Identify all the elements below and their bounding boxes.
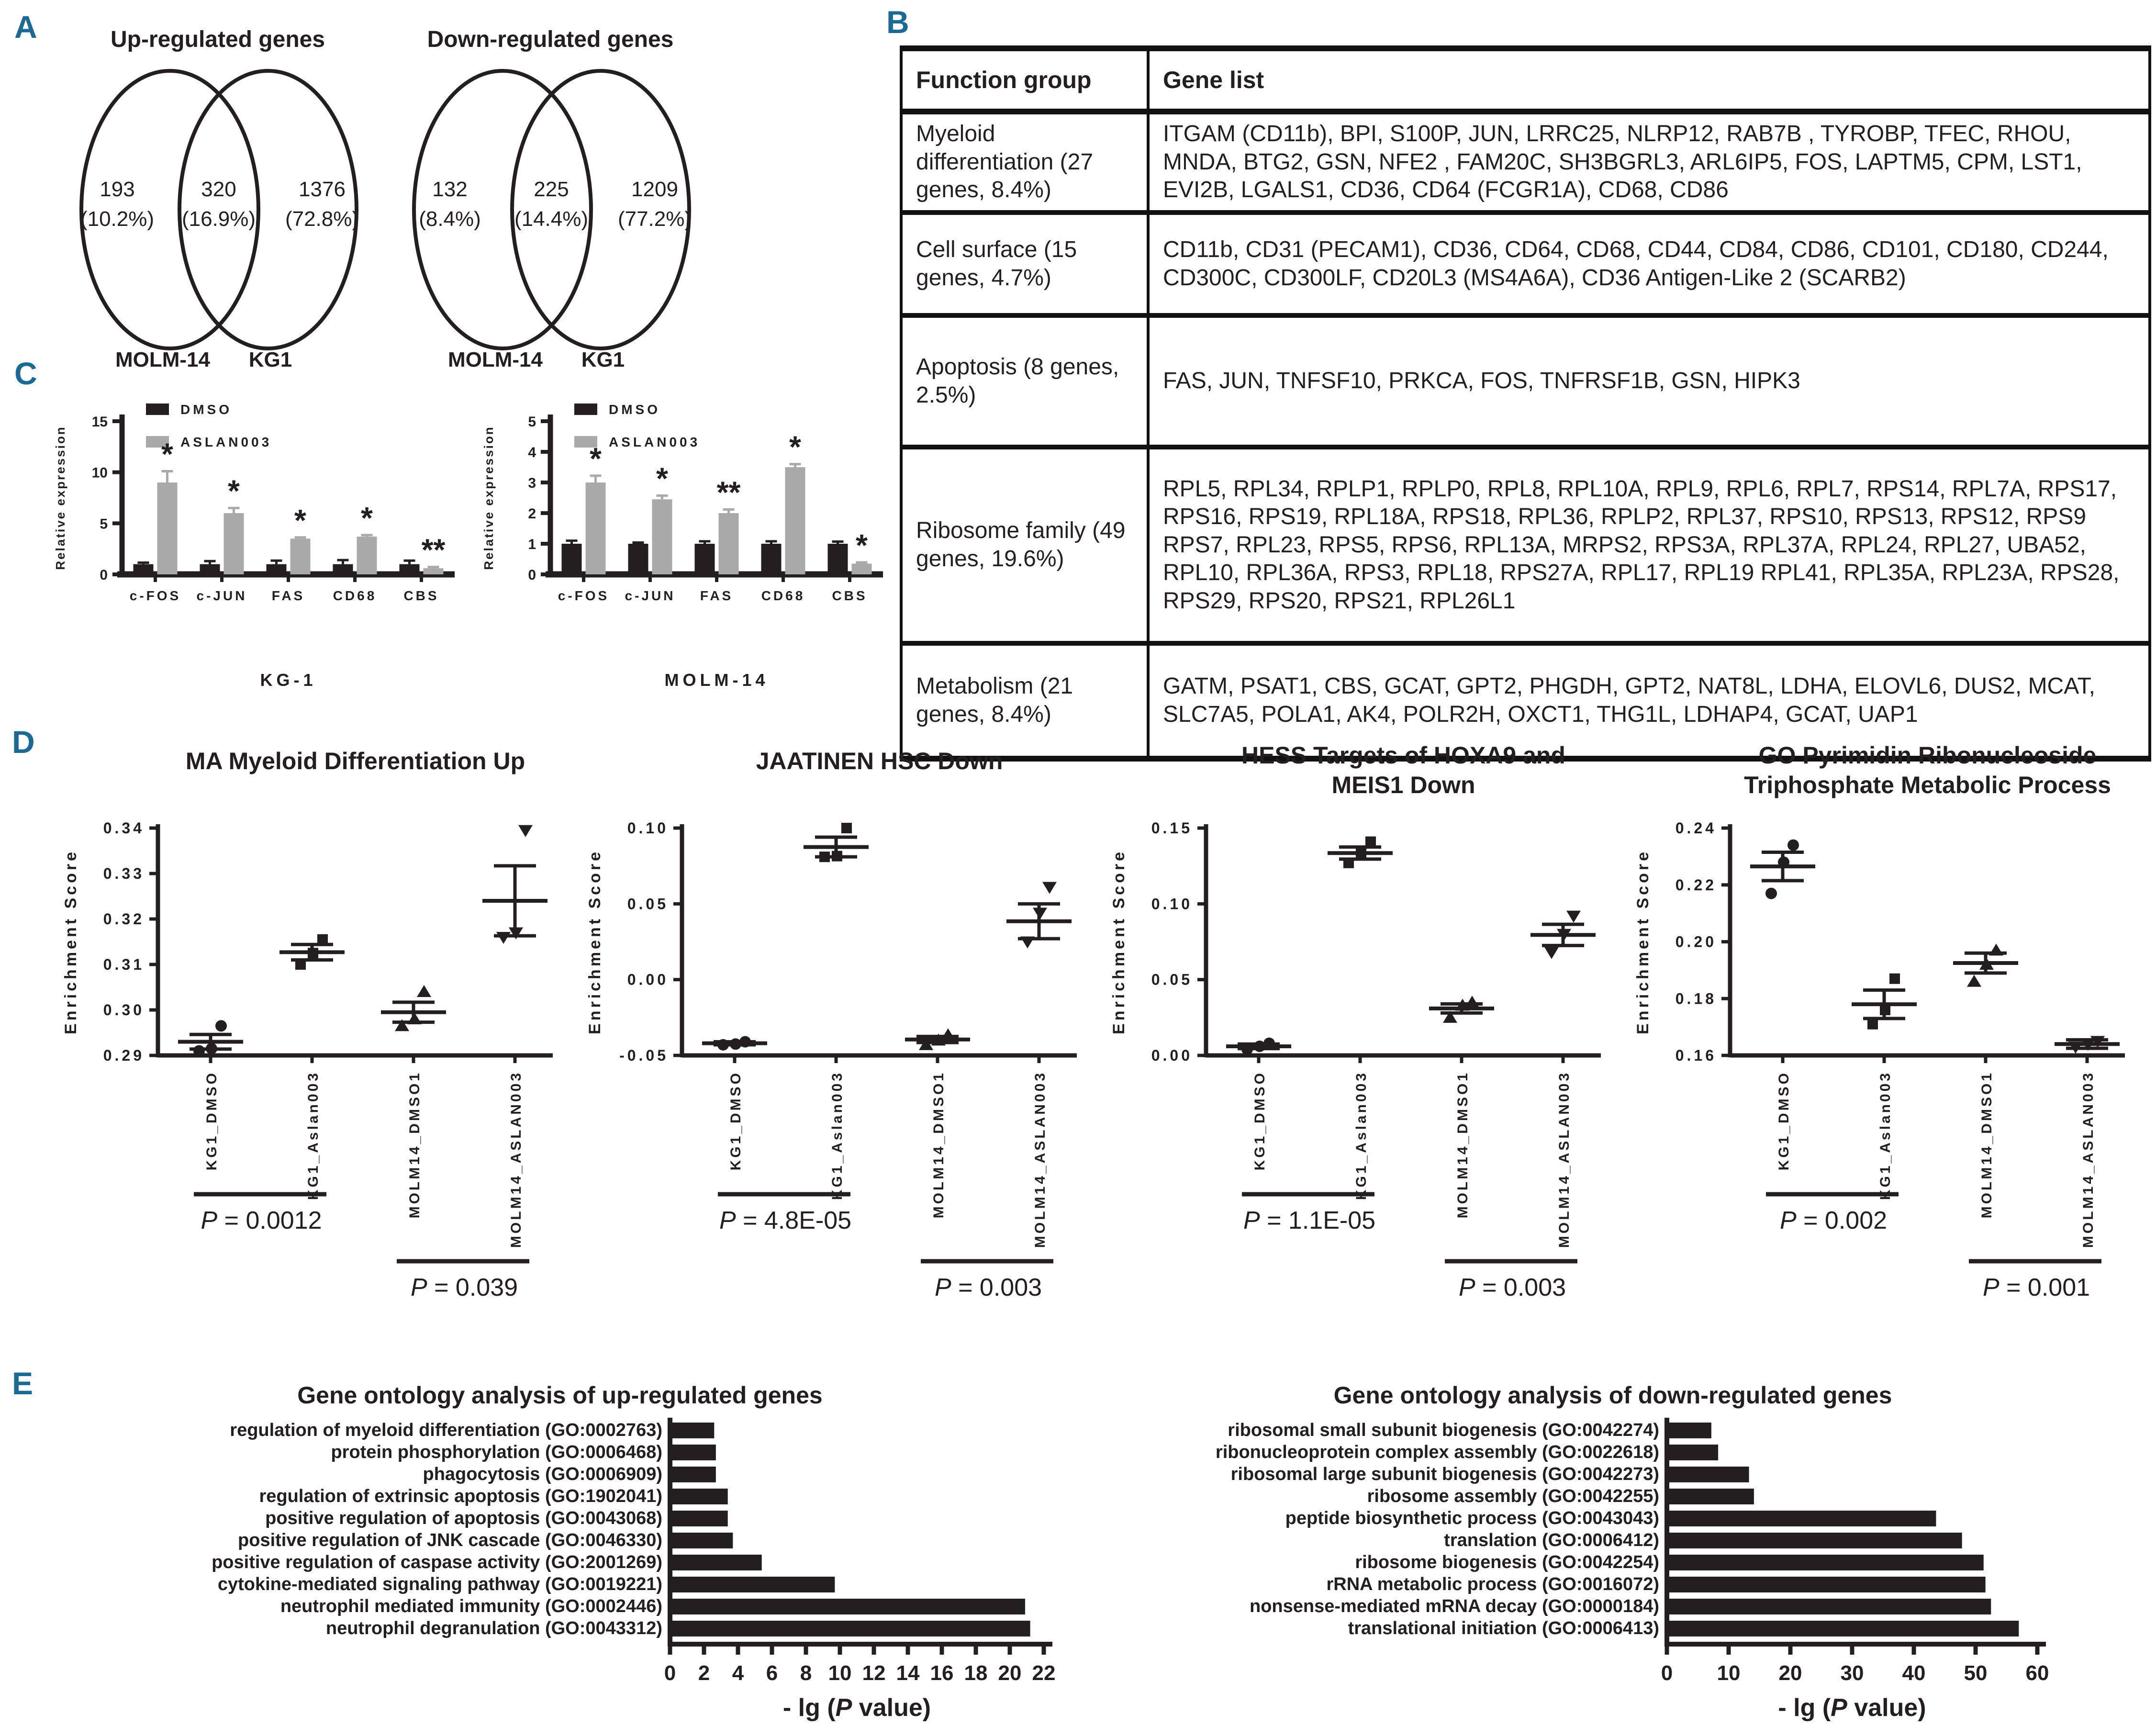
venn-down-regulated: [378, 24, 737, 372]
x-tick-label: c-FOS: [129, 588, 181, 603]
x-category-label: KG1_Aslan003: [829, 1071, 845, 1200]
x-tick-label: 30: [1840, 1661, 1864, 1685]
x-tick-label: 18: [964, 1661, 988, 1685]
data-point-square: [1343, 858, 1354, 868]
category-label: ribosomal small subunit biogenesis (GO:0042274): [1228, 1420, 1659, 1440]
venn-left-pct: (10.2%): [80, 207, 155, 231]
bar: [628, 544, 648, 574]
x-tick-label: 14: [896, 1661, 920, 1685]
legend-label: DMSO: [609, 402, 660, 417]
p-value: P = 0.039: [410, 1274, 518, 1301]
chart-title: MA Myeloid Differentiation Up: [185, 748, 525, 774]
data-point-square: [832, 851, 842, 862]
x-tick-label: FAS: [271, 588, 305, 603]
y-tick-label: 3: [528, 475, 536, 491]
x-tick-label: 60: [2025, 1661, 2049, 1685]
chart-title: HESS Targets of HOXA9 and: [1241, 742, 1565, 769]
legend-label: ASLAN003: [180, 435, 272, 449]
bar: [670, 1445, 716, 1460]
data-point-triangle-down: [496, 932, 511, 944]
table-header-row: [901, 48, 2150, 112]
data-point-triangle-up: [1465, 996, 1479, 1008]
x-category-label: MOLM14_DMSO1: [1979, 1071, 1995, 1219]
col-header-function-group: Function group: [901, 48, 1148, 112]
venn-left-set-label: MOLM-14: [115, 348, 210, 371]
x-tick-label: 0: [1661, 1661, 1673, 1685]
x-category-label: KG1_DMSO: [1252, 1071, 1268, 1171]
x-tick-label: 2: [698, 1661, 710, 1685]
data-point-circle: [1765, 888, 1777, 899]
category-label: regulation of myeloid differentiation (GO:0002763): [230, 1420, 662, 1440]
x-category-label: MOLM14_ASLAN003: [1556, 1071, 1572, 1248]
p-value: P = 0.003: [934, 1274, 1042, 1301]
p-value: P = 0.0012: [201, 1207, 322, 1234]
legend-label: DMSO: [180, 402, 232, 417]
data-point-square: [841, 823, 852, 833]
data-point-triangle-down: [1544, 947, 1559, 959]
bar: [828, 544, 848, 574]
p-value: P = 1.1E-05: [1243, 1207, 1376, 1234]
gene-list-cell: CD11b, CD31 (PECAM1), CD36, CD64, CD68, CD44, CD84, CD86, CD101, CD180, CD244, CD300C, CD300LF, CD20L3 (MS4A6A), CD36 Antigen-Like 2 (SCARB2): [1148, 213, 2150, 315]
data-point-circle: [1787, 840, 1799, 851]
x-tick-label: c-JUN: [196, 588, 247, 603]
table-row: [901, 112, 2150, 213]
category-label: nonsense-mediated mRNA decay (GO:0000184): [1249, 1596, 1659, 1616]
chart-title: MEIS1 Down: [1331, 772, 1475, 798]
chart-qpcr-kg1: [26, 376, 457, 711]
bar: [224, 513, 244, 574]
y-tick-label: 0.05: [1151, 971, 1193, 988]
x-category-label: MOLM14_ASLAN003: [508, 1071, 524, 1248]
y-axis-label: Relative expression: [53, 426, 67, 570]
data-point-square: [295, 959, 306, 970]
bar: [562, 544, 582, 574]
chart-go-down: [1115, 1379, 2156, 1726]
function-group-cell: Metabolism (21 genes, 8.4%): [901, 643, 1148, 759]
bar: [670, 1467, 716, 1482]
y-tick-label: 0.33: [103, 865, 145, 882]
x-tick-label: 8: [800, 1661, 812, 1685]
bar: [1667, 1533, 1962, 1548]
x-axis-label: - lg (P value): [1778, 1694, 1926, 1722]
x-tick-label: 16: [930, 1661, 954, 1685]
data-point-square: [308, 948, 318, 958]
x-tick-label: 0: [664, 1661, 676, 1685]
data-point-circle: [1241, 1043, 1253, 1055]
y-tick-label: 0.00: [627, 971, 669, 988]
y-tick-label: 0.30: [103, 1001, 145, 1019]
venn-center-count: 320: [201, 178, 236, 201]
data-point-circle: [215, 1020, 227, 1031]
category-label: peptide biosynthetic process (GO:0043043): [1285, 1508, 1659, 1528]
bar: [1667, 1511, 1936, 1526]
category-label: ribosome biogenesis (GO:0042254): [1355, 1552, 1659, 1572]
chart-gsea-ma-myeloid: [45, 740, 565, 1362]
venn-title: Up-regulated genes: [110, 27, 325, 52]
venn-left-set-label: MOLM-14: [448, 348, 543, 371]
x-tick-label: CD68: [761, 588, 805, 603]
x-category-label: MOLM14_ASLAN003: [1032, 1071, 1048, 1248]
category-label: translation (GO:0006412): [1444, 1530, 1659, 1550]
venn-right-set-label: KG1: [248, 348, 292, 371]
x-tick-label: 20: [1778, 1661, 1802, 1685]
category-label: phagocytosis (GO:0006909): [423, 1464, 662, 1484]
gene-list-cell: FAS, JUN, TNFSF10, PRKCA, FOS, TNFRSF1B, GSN, HIPK3: [1148, 315, 2150, 447]
data-point-square: [819, 852, 830, 862]
data-point-circle: [206, 1043, 217, 1054]
panel-e-label: E: [12, 1366, 34, 1401]
p-value: P = 4.8E-05: [719, 1207, 852, 1234]
y-tick-label: 5: [528, 414, 536, 430]
p-value: P = 0.002: [1779, 1207, 1888, 1234]
category-label: translational initiation (GO:0006413): [1348, 1618, 1659, 1638]
function-group-cell: Myeloid differentiation (27 genes, 8.4%): [901, 112, 1148, 213]
x-category-label: KG1_DMSO: [204, 1071, 220, 1171]
y-tick-label: 0: [528, 567, 536, 583]
data-point-triangle-up: [1989, 943, 2003, 955]
significance-star: *: [590, 441, 602, 476]
panel-c-label: C: [14, 356, 37, 391]
y-tick-label: 0.16: [1675, 1047, 1717, 1064]
venn-right-pct: (77.2%): [617, 207, 692, 231]
venn-left-count: 193: [100, 178, 135, 201]
chart-title: Gene ontology analysis of up-regulated genes: [297, 1382, 823, 1409]
gene-list-cell: RPL5, RPL34, RPLP1, RPLP0, RPL8, RPL10A, RPL9, RPL6, RPL7, RPS14, RPL7A, RPS17, RPS16, RPS19, RPL18A, RPS18, RPL36, RPLP2, RPL37, RPS10, RPS13, RPS12, RPS9 RPS7, RPL23, RPS5, RPS6, RPL13A, MRPS2, RPS3A, RPL37A, RPL24, RPL27, UBA52, RPL10, RPL36A, RPS3, RPL18, RPS27A, RPL17, RPL19 RPL41, RPL35A, RPL23A, RPS28, RPS29, RPS20, RPS21, RPL26L1: [1148, 447, 2150, 643]
y-tick-label: 0.24: [1675, 819, 1717, 837]
x-tick-label: c-JUN: [625, 588, 676, 603]
bar: [357, 537, 377, 574]
venn-right-pct: (72.8%): [285, 207, 359, 231]
bar: [1667, 1489, 1754, 1504]
y-tick-label: 0.22: [1675, 876, 1717, 894]
data-point-circle: [1263, 1038, 1275, 1049]
y-tick-label: 10: [91, 465, 108, 481]
y-tick-label: 1: [528, 537, 536, 552]
bar: [670, 1511, 728, 1526]
bar: [670, 1533, 733, 1548]
x-category-label: KG1_DMSO: [728, 1071, 744, 1171]
data-point-circle: [717, 1039, 729, 1051]
data-point-square: [1880, 1005, 1890, 1015]
bar: [1667, 1555, 1984, 1570]
y-tick-label: 2: [528, 506, 536, 522]
legend-swatch: [574, 403, 597, 415]
bar: [670, 1621, 1030, 1636]
data-point-square: [317, 934, 328, 945]
venn-right-count: 1209: [631, 178, 678, 201]
x-tick-label: 12: [862, 1661, 886, 1685]
chart-title: GO Pyrimidin Ribonucleoside: [1758, 742, 2097, 769]
y-tick-label: 0.10: [1151, 895, 1193, 913]
y-axis-label: Enrichment Score: [1110, 849, 1128, 1034]
bar: [1667, 1577, 1986, 1592]
significance-star: *: [161, 437, 173, 471]
chart-go-up: [29, 1379, 1110, 1726]
x-tick-label: CD68: [333, 588, 377, 603]
data-point-square: [1889, 974, 1900, 984]
x-tick-label: 10: [828, 1661, 852, 1685]
data-point-triangle-down: [1042, 882, 1057, 894]
x-tick-label: CBS: [403, 588, 439, 603]
bar: [586, 482, 606, 574]
bar: [670, 1599, 1025, 1614]
legend-swatch: [146, 403, 169, 415]
bar: [670, 1423, 714, 1438]
gene-list-cell: GATM, PSAT1, CBS, GCAT, GPT2, PHGDH, GPT2, NAT8L, LDHA, ELOVL6, DUS2, MCAT, SLC7A5, POLA1, AK4, POLR2H, OXCT1, THG1L, LDHAP4, GCAT, UAP1: [1148, 643, 2150, 759]
data-point-triangle-up: [417, 985, 431, 997]
data-point-circle: [730, 1038, 741, 1050]
data-point-triangle-down: [1033, 908, 1047, 919]
function-gene-table: [900, 45, 2151, 762]
data-point-circle: [1778, 856, 1789, 868]
x-tick-label: CBS: [832, 588, 868, 603]
venn-right-set-label: KG1: [581, 348, 625, 371]
y-axis-label: Enrichment Score: [586, 849, 604, 1034]
chart-gsea-go-pyrimidin: [1618, 740, 2137, 1362]
y-axis-label: Relative expression: [481, 426, 496, 570]
bar: [134, 564, 154, 574]
x-tick-label: 22: [1032, 1661, 1056, 1685]
y-tick-label: 5: [100, 516, 108, 532]
legend-label: ASLAN003: [609, 435, 701, 449]
x-tick-label: FAS: [700, 588, 734, 603]
p-value: P = 0.003: [1458, 1274, 1566, 1301]
bar: [670, 1577, 835, 1592]
x-tick-label: 10: [1717, 1661, 1741, 1685]
bar: [157, 482, 178, 574]
category-label: positive regulation of apoptosis (GO:0043068): [265, 1508, 662, 1528]
y-tick-label: 0.15: [1151, 819, 1193, 837]
venn-left-count: 132: [432, 178, 468, 201]
category-label: protein phosphorylation (GO:0006468): [331, 1442, 662, 1462]
y-tick-label: 0.29: [103, 1047, 145, 1064]
bar: [424, 568, 444, 574]
table-row: [901, 213, 2150, 315]
bar: [670, 1489, 728, 1504]
panel-d-label: D: [12, 724, 35, 760]
category-label: ribosomal large subunit biogenesis (GO:0042273): [1230, 1464, 1659, 1484]
x-tick-label: 20: [998, 1661, 1022, 1685]
venn-center-count: 225: [534, 178, 569, 201]
data-point-triangle-down: [1020, 937, 1035, 949]
data-point-square: [1365, 837, 1376, 847]
category-label: regulation of extrinsic apoptosis (GO:1902041): [259, 1486, 662, 1506]
x-category-label: MOLM14_DMSO1: [931, 1071, 947, 1219]
y-axis-label: Enrichment Score: [62, 849, 80, 1034]
y-axis-label: Enrichment Score: [1634, 849, 1652, 1034]
chart-gsea-jaatinen: [570, 740, 1089, 1362]
function-group-cell: Cell surface (15 genes, 4.7%): [901, 213, 1148, 315]
x-category-label: KG1_Aslan003: [1877, 1071, 1893, 1200]
x-tick-label: 4: [732, 1661, 744, 1685]
category-label: positive regulation of JNK cascade (GO:0046330): [238, 1530, 662, 1550]
chart-title: Gene ontology analysis of down-regulated genes: [1333, 1382, 1892, 1409]
bar: [267, 564, 287, 574]
significance-star: **: [716, 475, 741, 510]
data-point-circle: [193, 1045, 205, 1057]
venn-center-pct: (14.4%): [514, 207, 589, 231]
venn-right-count: 1376: [299, 178, 346, 201]
category-label: cytokine-mediated signaling pathway (GO:0019221): [217, 1574, 662, 1594]
bar: [695, 544, 715, 574]
x-category-label: MOLM14_ASLAN003: [2080, 1071, 2096, 1248]
significance-star: *: [228, 473, 240, 508]
y-tick-label: 0: [100, 567, 108, 583]
bar: [652, 499, 672, 574]
function-group-cell: Apoptosis (8 genes, 2.5%): [901, 315, 1148, 447]
significance-star: *: [656, 461, 668, 496]
y-tick-label: 0.18: [1675, 990, 1717, 1008]
bar: [333, 564, 353, 574]
y-tick-label: 0.10: [627, 819, 669, 837]
significance-star: *: [294, 503, 306, 538]
bar: [1667, 1423, 1711, 1438]
x-category-label: KG1_Aslan003: [1353, 1071, 1369, 1200]
y-tick-label: 0.05: [627, 895, 669, 913]
bar: [719, 513, 739, 574]
x-tick-label: 50: [1964, 1661, 1988, 1685]
y-tick-label: 0.32: [103, 910, 145, 928]
y-tick-label: 15: [91, 414, 108, 430]
category-label: positive regulation of caspase activity (GO:2001269): [212, 1552, 662, 1572]
panel-b-label: B: [886, 4, 909, 40]
y-tick-label: 0.31: [103, 956, 145, 973]
col-header-gene-list: Gene list: [1148, 48, 2150, 112]
table-row: [901, 447, 2150, 643]
significance-star: *: [361, 500, 373, 535]
category-label: ribosome assembly (GO:0042255): [1367, 1486, 1659, 1506]
bar: [785, 467, 805, 574]
category-label: neutrophil mediated immunity (GO:0002446): [280, 1596, 662, 1616]
panel-a-label: A: [14, 9, 37, 45]
category-label: neutrophil degranulation (GO:0043312): [325, 1618, 662, 1638]
x-tick-label: 6: [766, 1661, 778, 1685]
function-group-cell: Ribosome family (49 genes, 19.6%): [901, 447, 1148, 643]
x-axis-label: - lg (P value): [782, 1694, 931, 1722]
data-point-triangle-up: [941, 1028, 955, 1040]
chart-label: MOLM-14: [664, 670, 769, 690]
bar: [670, 1555, 762, 1570]
venn-center-pct: (16.9%): [181, 207, 256, 231]
x-tick-label: 40: [1902, 1661, 1926, 1685]
venn-title: Down-regulated genes: [427, 27, 674, 52]
chart-qpcr-molm14: [455, 376, 885, 711]
chart-label: KG-1: [260, 670, 317, 690]
chart-gsea-hess: [1094, 740, 1613, 1362]
bar: [290, 538, 311, 574]
chart-title: Triphosphate Metabolic Process: [1744, 772, 2111, 798]
table-row: [901, 315, 2150, 447]
x-category-label: KG1_DMSO: [1776, 1071, 1792, 1171]
data-point-triangle-up: [1967, 975, 1981, 987]
category-label: rRNA metabolic process (GO:0016072): [1326, 1574, 1659, 1594]
category-label: ribonucleoprotein complex assembly (GO:0022618): [1215, 1442, 1659, 1462]
x-category-label: MOLM14_DMSO1: [1455, 1071, 1471, 1219]
function-gene-table-wrap: [900, 45, 2151, 762]
y-tick-label: -0.05: [619, 1047, 669, 1064]
data-point-triangle-down: [509, 928, 523, 940]
y-tick-label: 0.20: [1675, 933, 1717, 951]
gene-list-cell: ITGAM (CD11b), BPI, S100P, JUN, LRRC25, NLRP12, RAB7B , TYROBP, TFEC, RHOU, MNDA, BTG2, GSN, NFE2 , FAM20C, SH3BGRL3, ARL6IP5, FOS, LAPTM5, CPM, LST1, EVI2B, LGALS1, CD36, CD64 (FCGR1A), CD68, CD86: [1148, 112, 2150, 213]
significance-star: *: [856, 528, 868, 563]
y-tick-label: 4: [528, 445, 536, 460]
bar: [1667, 1445, 1718, 1460]
bar: [1667, 1621, 2019, 1636]
y-tick-label: 0.34: [103, 819, 145, 837]
x-category-label: MOLM14_DMSO1: [407, 1071, 423, 1219]
data-point-square: [1356, 849, 1366, 859]
data-point-square: [1867, 1019, 1878, 1030]
y-tick-label: 0.00: [1151, 1047, 1193, 1064]
venn-up-regulated: [45, 24, 404, 372]
bar: [1667, 1467, 1749, 1482]
bar: [761, 544, 782, 574]
bar: [852, 564, 872, 574]
chart-title: JAATINEN HSC Down: [756, 748, 1003, 774]
data-point-circle: [739, 1036, 751, 1048]
bar: [1667, 1599, 1991, 1614]
significance-star: **: [421, 532, 446, 567]
bar: [200, 564, 220, 574]
p-value: P = 0.001: [1982, 1274, 2090, 1301]
data-point-triangle-down: [1566, 911, 1581, 923]
significance-star: *: [789, 429, 801, 464]
bar: [400, 564, 420, 574]
x-tick-label: c-FOS: [558, 588, 610, 603]
data-point-triangle-down: [518, 825, 533, 837]
venn-left-pct: (8.4%): [419, 207, 481, 231]
x-category-label: KG1_Aslan003: [305, 1071, 321, 1200]
